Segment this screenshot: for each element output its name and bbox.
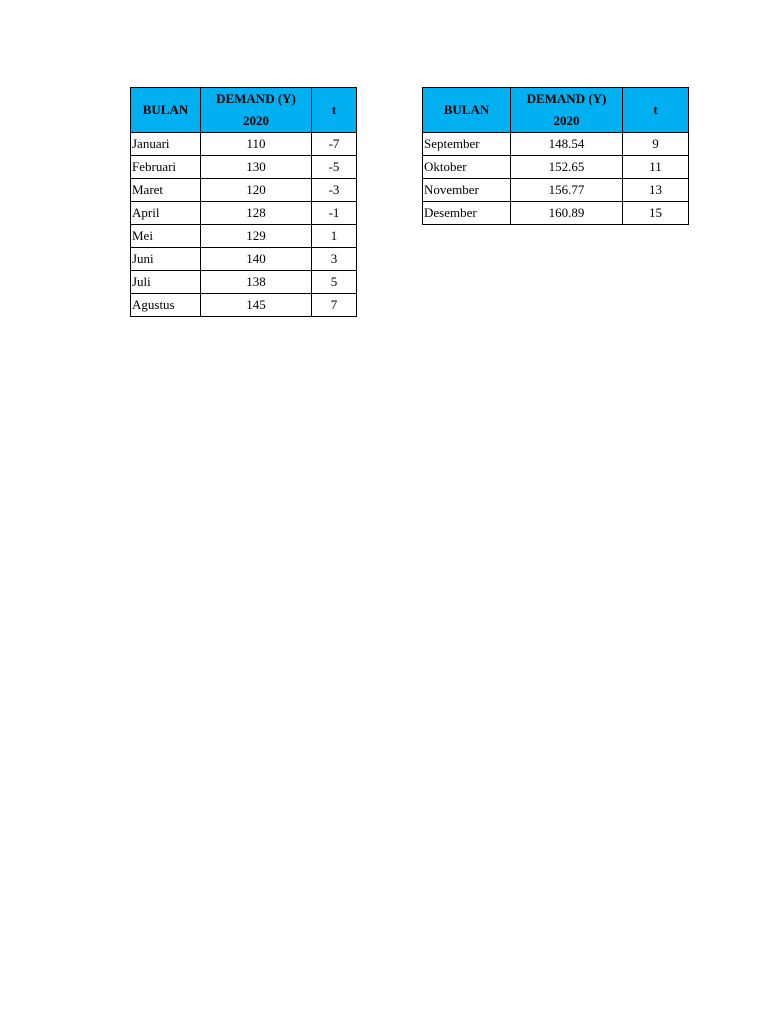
cell-demand: 120 xyxy=(201,179,312,202)
table-row xyxy=(423,202,689,225)
cell-t: 7 xyxy=(312,294,357,317)
cell-month: Februari xyxy=(131,156,201,179)
header-demand-year: 2020 xyxy=(243,113,269,128)
table-header-row xyxy=(131,88,357,133)
header-demand-label: DEMAND (Y) xyxy=(216,91,296,106)
demand-table-sep-dec xyxy=(422,87,689,225)
cell-demand: 148.54 xyxy=(511,133,623,156)
cell-month: Januari xyxy=(131,133,201,156)
header-demand xyxy=(201,88,312,133)
cell-t: 15 xyxy=(623,202,689,225)
table-row xyxy=(131,225,357,248)
cell-demand: 129 xyxy=(201,225,312,248)
header-t: t xyxy=(623,88,689,133)
cell-demand: 128 xyxy=(201,202,312,225)
header-t: t xyxy=(312,88,357,133)
cell-demand: 160.89 xyxy=(511,202,623,225)
cell-t: -5 xyxy=(312,156,357,179)
table-header-row xyxy=(423,88,689,133)
table-row xyxy=(131,271,357,294)
cell-t: 1 xyxy=(312,225,357,248)
table-row xyxy=(423,133,689,156)
cell-month: Juni xyxy=(131,248,201,271)
table-row xyxy=(131,248,357,271)
cell-month: Desember xyxy=(423,202,511,225)
table-row xyxy=(423,179,689,202)
demand-table-jan-aug xyxy=(130,87,357,317)
cell-month: Oktober xyxy=(423,156,511,179)
header-demand-label: DEMAND (Y) xyxy=(526,91,607,106)
table-row xyxy=(423,156,689,179)
table-row xyxy=(131,133,357,156)
header-demand xyxy=(511,88,623,133)
header-month: BULAN xyxy=(131,88,201,133)
cell-t: -3 xyxy=(312,179,357,202)
cell-demand: 145 xyxy=(201,294,312,317)
cell-demand: 156.77 xyxy=(511,179,623,202)
cell-month: Maret xyxy=(131,179,201,202)
cell-month: Agustus xyxy=(131,294,201,317)
cell-demand: 140 xyxy=(201,248,312,271)
cell-month: Mei xyxy=(131,225,201,248)
cell-month: November xyxy=(423,179,511,202)
cell-t: 13 xyxy=(623,179,689,202)
cell-demand: 138 xyxy=(201,271,312,294)
cell-t: 9 xyxy=(623,133,689,156)
cell-t: 11 xyxy=(623,156,689,179)
cell-demand: 110 xyxy=(201,133,312,156)
cell-t: 5 xyxy=(312,271,357,294)
header-month: BULAN xyxy=(423,88,511,133)
cell-t: -1 xyxy=(312,202,357,225)
cell-month: Juli xyxy=(131,271,201,294)
table-row xyxy=(131,156,357,179)
cell-t: -7 xyxy=(312,133,357,156)
cell-demand: 130 xyxy=(201,156,312,179)
table-row xyxy=(131,179,357,202)
cell-t: 3 xyxy=(312,248,357,271)
table-row xyxy=(131,294,357,317)
cell-month: September xyxy=(423,133,511,156)
cell-month: April xyxy=(131,202,201,225)
header-demand-year: 2020 xyxy=(553,113,580,128)
cell-demand: 152.65 xyxy=(511,156,623,179)
table-row xyxy=(131,202,357,225)
